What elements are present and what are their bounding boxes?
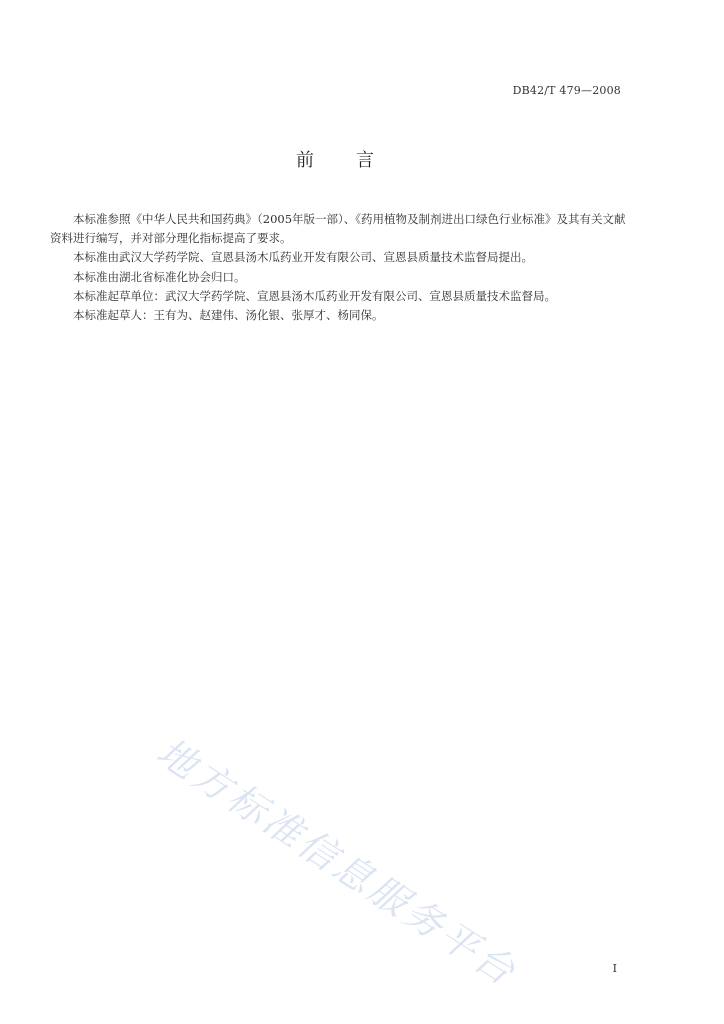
foreword-body	[50, 210, 636, 325]
paragraph-drafters: 本标准起草人：王有为、赵建伟、汤化银、张厚才、杨同保。	[73, 308, 384, 323]
paragraph-reference: 本标准参照《中华人民共和国药典》（2005年版一部）、《药用植物及制剂进出口绿色行业标准》及其有关文献资料进行编写，并对部分理化指标提高了要求。	[50, 212, 626, 246]
page-number: I	[612, 962, 617, 975]
paragraph-centralized-by: 本标准由湖北省标准化协会归口。	[73, 269, 246, 284]
paragraph-proposer: 本标准由武汉大学药学院、宣恩县汤木瓜药业开发有限公司、宣恩县质量技术监督局提出。	[73, 250, 533, 265]
paragraph-drafting-units: 本标准起草单位：武汉大学药学院、宣恩县汤木瓜药业开发有限公司、宣恩县质量技术监督局。	[73, 288, 556, 303]
watermark: 地方标准信息服务平台	[149, 729, 526, 996]
standard-code: DB42/T 479—2008	[512, 84, 621, 97]
page-title: 前言	[296, 150, 416, 171]
